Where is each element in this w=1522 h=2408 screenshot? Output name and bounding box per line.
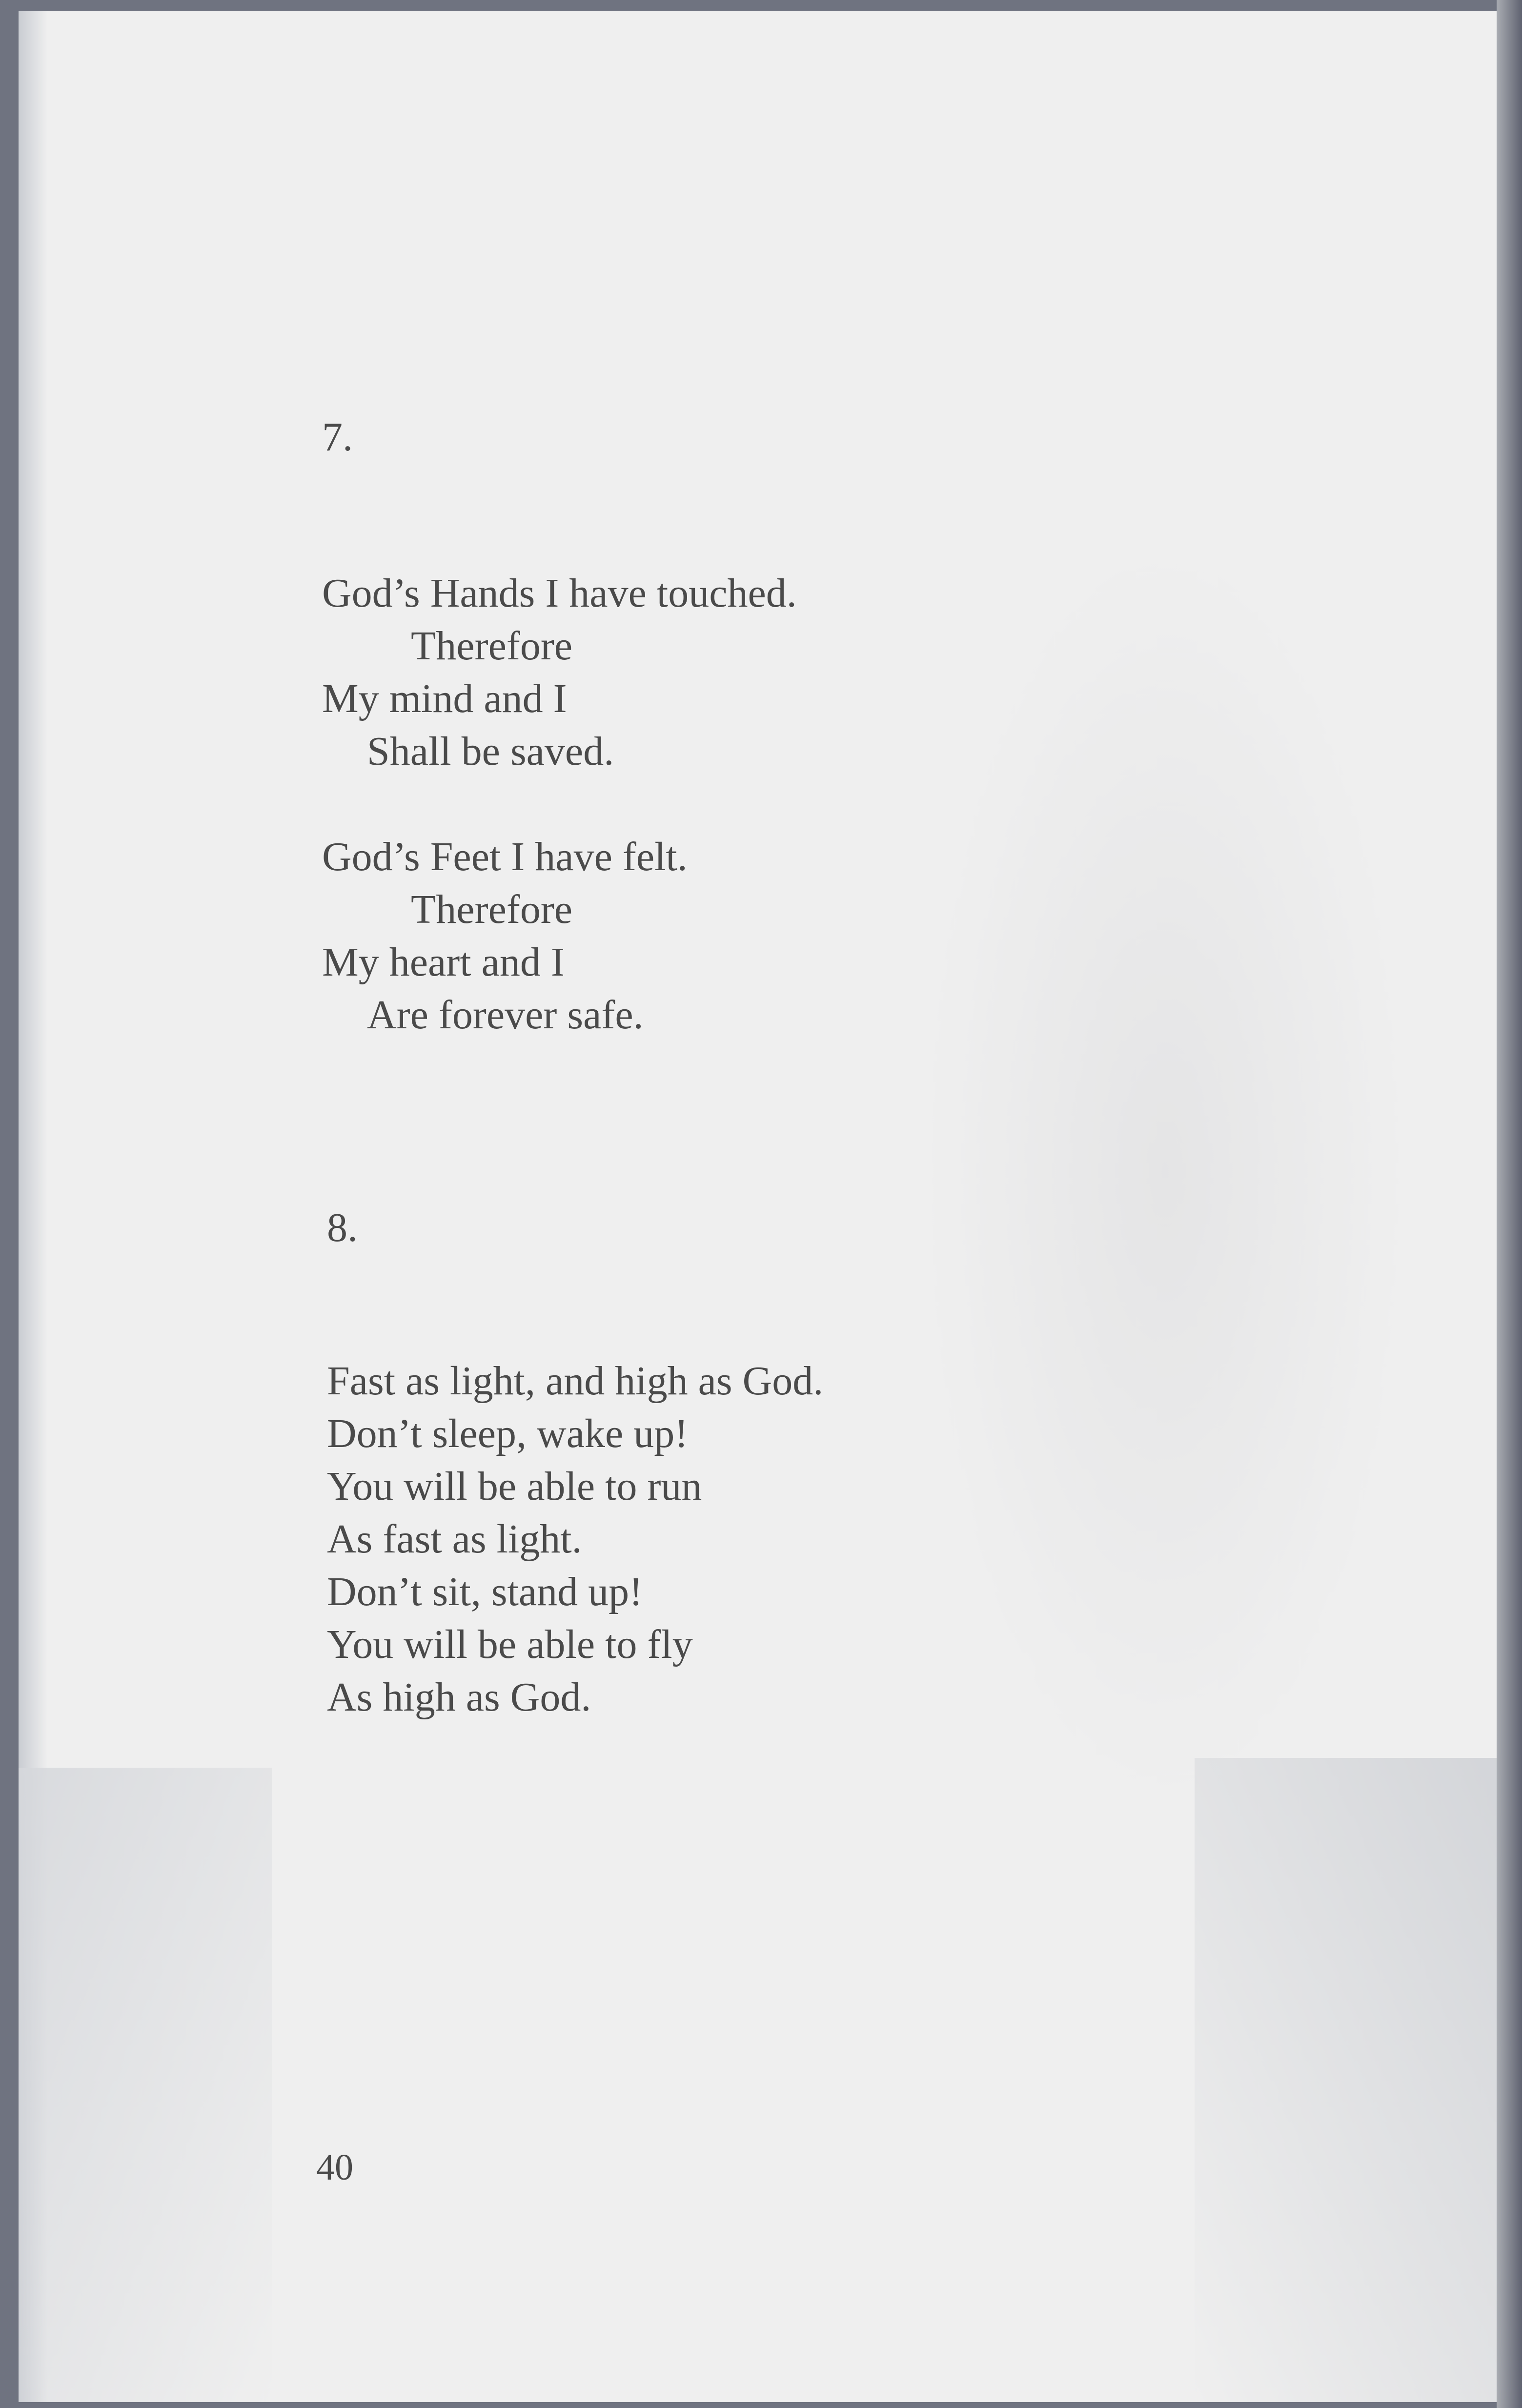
poem-line: My mind and I (322, 676, 567, 721)
poem-line: Are forever safe. (367, 992, 644, 1038)
poem-line: You will be able to run (327, 1464, 702, 1509)
poem-line: Shall be saved. (367, 729, 614, 774)
poem-line: Fast as light, and high as God. (327, 1358, 824, 1404)
poem-line: God’s Hands I have touched. (322, 571, 797, 616)
poem-stanza (322, 831, 688, 1041)
poem-stanza (327, 1355, 823, 1724)
section-number: 7. (322, 414, 353, 460)
page-number: 40 (316, 2147, 353, 2188)
poem-line: God’s Feet I have felt. (322, 834, 688, 879)
paper-shadow-bottom-right (1195, 1758, 1497, 2402)
poem-line: As fast as light. (327, 1516, 582, 1562)
poem-line: As high as God. (327, 1674, 591, 1720)
poem-line: Therefore (411, 887, 573, 932)
poem-line: You will be able to fly (327, 1622, 693, 1667)
poem-line: Don’t sit, stand up! (327, 1569, 643, 1614)
poem-line: My heart and I (322, 939, 565, 985)
section-number: 8. (327, 1205, 358, 1250)
poem-stanza (322, 567, 797, 778)
poem-line: Don’t sleep, wake up! (327, 1411, 689, 1456)
paper-shadow-bottom-left (19, 1768, 272, 2402)
scanner-edge (1497, 0, 1522, 2408)
show-through-bleed (921, 538, 1409, 1807)
paper-sheet (19, 11, 1497, 2402)
poem-line: Therefore (411, 623, 573, 669)
